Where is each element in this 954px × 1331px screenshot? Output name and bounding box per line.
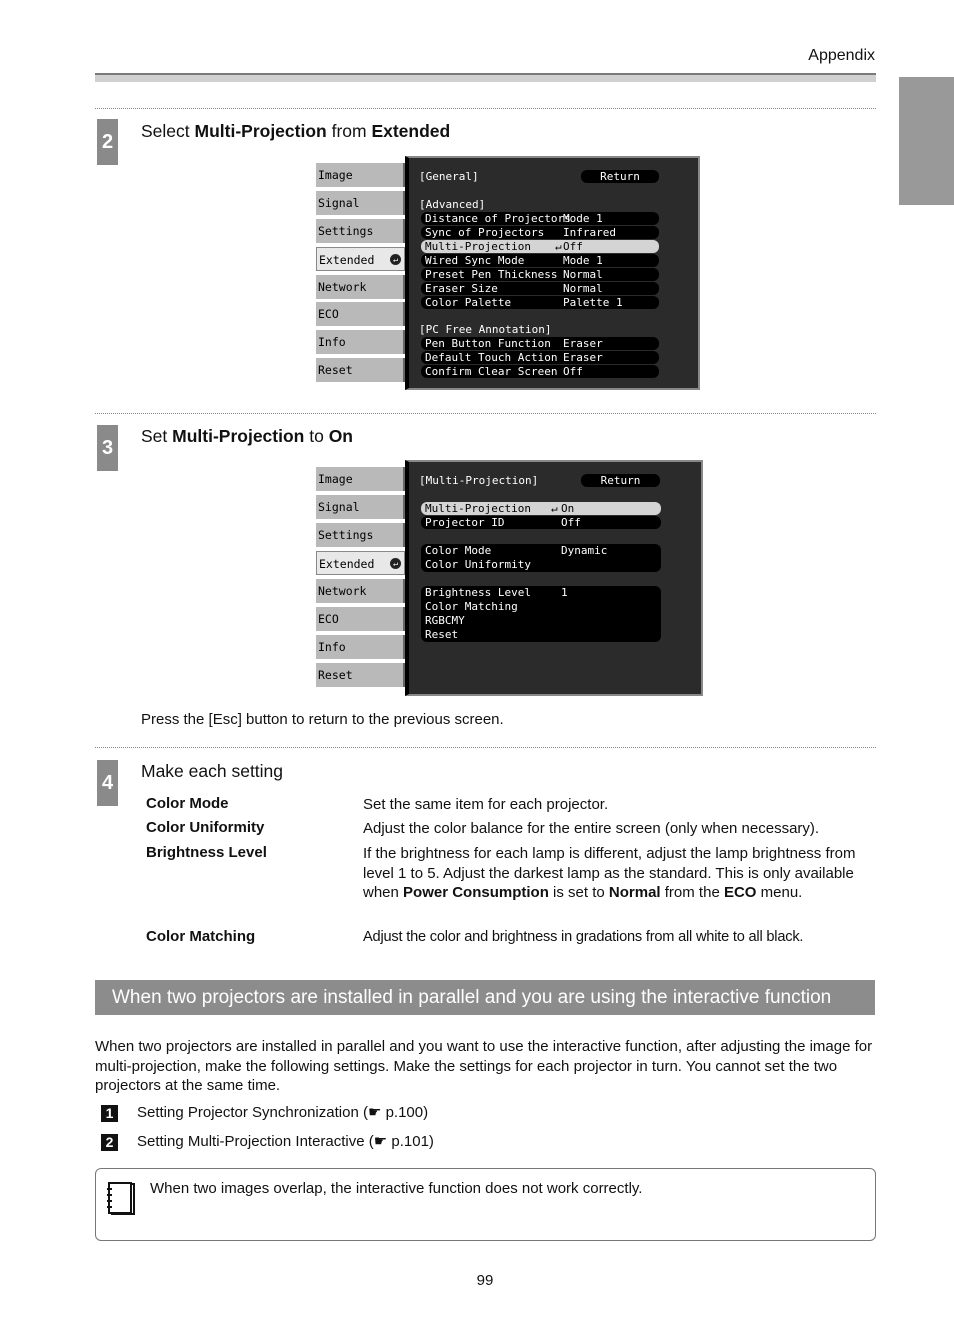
- list-number: 2: [101, 1134, 118, 1151]
- menu-tab-eco: ECO: [316, 607, 405, 631]
- menu-tab-info: Info: [316, 635, 405, 659]
- desc-brightness-level: If the brightness for each lamp is different, adjust the lamp brightness from level 1 to 5. Adjust the darkest lamp as the standard. This is only available when Power Consumption is set to Normal from the ECO menu.: [363, 845, 856, 901]
- enter-icon: ↵: [390, 558, 401, 569]
- menu-group-advanced: [Advanced]: [419, 198, 486, 211]
- step-title: Select Multi-Projection from Extended: [141, 121, 451, 141]
- menu-tab-network: Network: [316, 275, 405, 299]
- menu-tab-image: Image: [316, 163, 405, 187]
- menu-row-selected: Multi-Projection ↵ On: [421, 502, 661, 515]
- menu-row: Reset: [425, 628, 459, 641]
- menu-row: Color Matching: [425, 600, 518, 613]
- pointing-hand-icon: ☛: [373, 1133, 392, 1150]
- note-icon: [106, 1181, 138, 1217]
- menu-panel: [405, 156, 700, 390]
- header-section-label: Appendix: [808, 47, 875, 64]
- menu-row: Pen Button Function Eraser: [421, 337, 659, 350]
- menu-tab-image: Image: [316, 467, 405, 491]
- step-note: Press the [Esc] button to return to the previous screen.: [141, 711, 504, 728]
- menu-group-general: [General]: [419, 170, 479, 183]
- divider: [95, 747, 876, 748]
- menu-row: Projector ID Off: [421, 516, 661, 529]
- menu-tab-settings: Settings: [316, 219, 405, 243]
- pointing-hand-icon: ☛: [367, 1104, 386, 1121]
- section-heading: When two projectors are installed in parallel and you are using the interactive function: [95, 980, 875, 1015]
- menu-row: Distance of Projectors Mode 1: [421, 212, 659, 225]
- header-rule: [95, 73, 876, 82]
- term-color-mode: Color Mode: [146, 795, 229, 812]
- menu-tab-signal: Signal: [316, 191, 405, 215]
- menu-row-selected: Multi-Projection ↵ Off: [421, 240, 659, 253]
- menu-row: Eraser Size Normal: [421, 282, 659, 295]
- side-tab-marker: [899, 77, 954, 205]
- menu-row: Sync of Projectors Infrared: [421, 226, 659, 239]
- note-text: When two images overlap, the interactive function does not work correctly.: [150, 1180, 643, 1197]
- menu-row: Color Palette Palette 1: [421, 296, 659, 309]
- step-number: 3: [97, 425, 118, 471]
- term-color-uniformity: Color Uniformity: [146, 819, 265, 836]
- list-item: Setting Projector Synchronization (☛ p.100): [137, 1104, 429, 1121]
- menu-header: [Multi-Projection]: [419, 474, 539, 487]
- menu-tab-signal: Signal: [316, 495, 405, 519]
- menu-tab-extended: Extended ↵: [316, 551, 405, 575]
- return-item: Return: [581, 474, 660, 487]
- menu-tab-eco: ECO: [316, 302, 405, 326]
- menu-row: Default Touch Action Eraser: [421, 351, 659, 364]
- menu-row: Brightness Level 1: [425, 586, 568, 599]
- page-number: 99: [476, 1272, 494, 1289]
- divider: [95, 413, 876, 414]
- menu-row: Color Uniformity: [425, 558, 531, 571]
- menu-group-pc-free: [PC Free Annotation]: [419, 323, 552, 336]
- menu-row: RGBCMY: [425, 614, 465, 627]
- enter-icon: ↵: [551, 502, 558, 515]
- desc-color-uniformity: Adjust the color balance for the entire screen (only when necessary).: [363, 820, 820, 837]
- menu-row: Color Mode Dynamic: [425, 544, 608, 557]
- menu-tab-reset: Reset: [316, 358, 405, 382]
- desc-color-matching: Adjust the color and brightness in gradations from all white to all black.: [363, 929, 804, 945]
- enter-icon: ↵: [555, 240, 562, 253]
- menu-tab-network: Network: [316, 579, 405, 603]
- menu-panel: [405, 460, 703, 696]
- menu-tab-settings: Settings: [316, 523, 405, 547]
- step-number: 2: [97, 119, 118, 165]
- list-item: Setting Multi-Projection Interactive (☛ p.101): [137, 1133, 434, 1150]
- term-brightness-level: Brightness Level: [146, 844, 267, 861]
- desc-color-mode: Set the same item for each projector.: [363, 796, 609, 813]
- menu-row: Preset Pen Thickness Normal: [421, 268, 659, 281]
- menu-tab-extended: Extended ↵: [316, 247, 405, 271]
- menu-tab-reset: Reset: [316, 663, 405, 687]
- enter-icon: ↵: [390, 254, 401, 265]
- page-reference-link[interactable]: p.100): [385, 1104, 429, 1121]
- list-number: 1: [101, 1105, 118, 1122]
- step-title: Set Multi-Projection to On: [141, 426, 353, 446]
- page-reference-link[interactable]: p.101): [391, 1133, 434, 1150]
- menu-row: Wired Sync Mode Mode 1: [421, 254, 659, 267]
- section-body: When two projectors are installed in parallel and you want to use the interactive function, after adjusting the image for multi-projection, make the following settings. Make the settings for each projector in turn. You cannot set the two projectors at the same time.: [95, 1038, 873, 1094]
- step-number: 4: [97, 760, 118, 806]
- menu-row: Confirm Clear Screen Off: [421, 365, 659, 378]
- step-title: Make each setting: [141, 761, 284, 781]
- return-item: Return: [581, 170, 659, 183]
- extended-menu-screenshot: [316, 156, 700, 390]
- multi-projection-menu-screenshot: [316, 460, 703, 696]
- menu-tab-info: Info: [316, 330, 405, 354]
- divider: [95, 108, 876, 109]
- note-box: [95, 1168, 876, 1241]
- term-color-matching: Color Matching: [146, 928, 256, 945]
